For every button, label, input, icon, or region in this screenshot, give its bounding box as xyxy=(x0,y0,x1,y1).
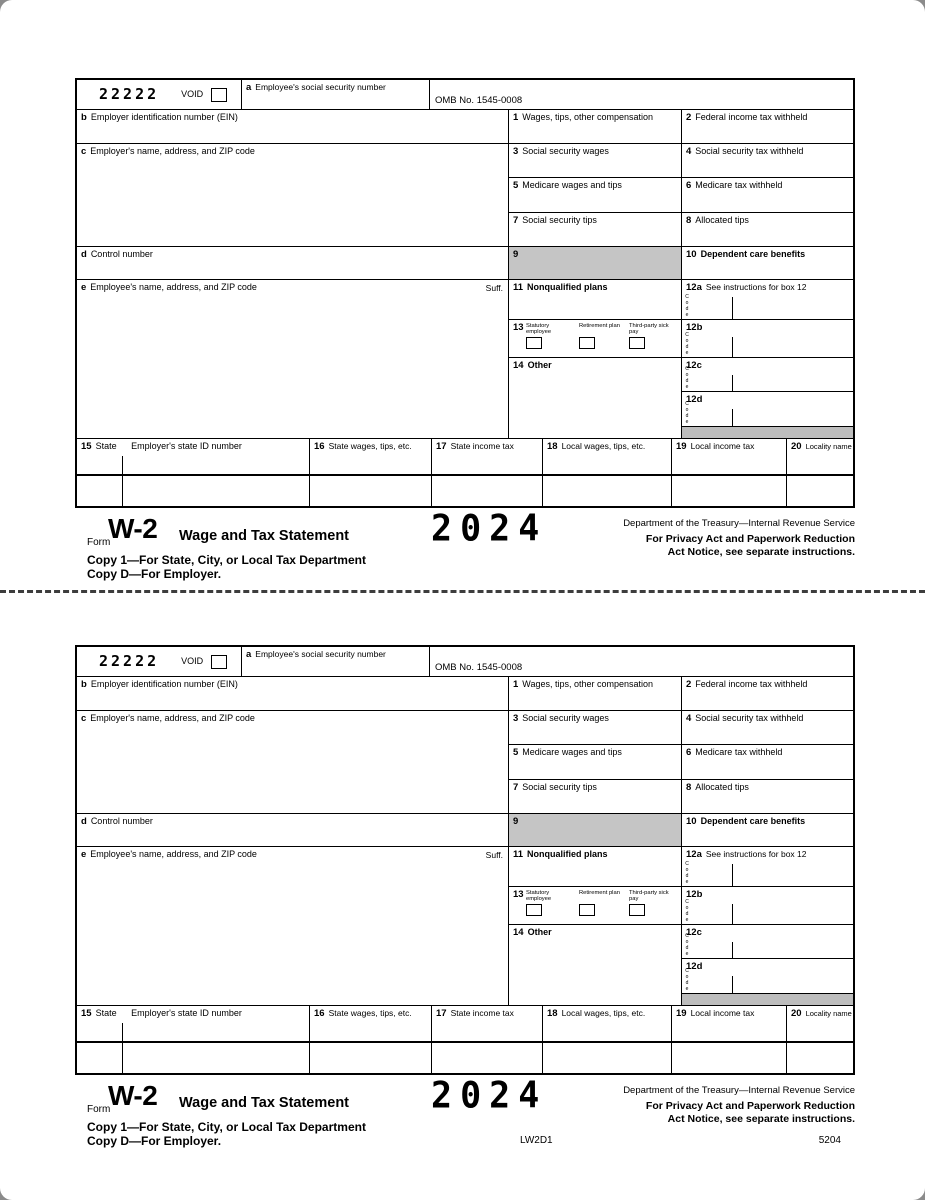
box-12b xyxy=(682,887,855,925)
box-6 xyxy=(682,745,855,780)
code-label-12a: Code xyxy=(684,294,690,318)
box-7 xyxy=(509,213,682,247)
box-8-number: 8 xyxy=(686,782,692,793)
box-13 xyxy=(509,887,682,925)
box-3-number: 3 xyxy=(513,146,519,157)
code-label-12b: Code xyxy=(684,332,690,356)
box-e-label: Employee's name, address, and ZIP code xyxy=(90,282,257,292)
irs-block xyxy=(623,518,855,559)
box-d-number: d xyxy=(81,816,87,827)
state-column-divider xyxy=(122,456,123,508)
box-b-number: b xyxy=(81,112,87,123)
employer-state-id-label: Employer's state ID number xyxy=(131,441,242,451)
box-19-label: Local income tax xyxy=(690,1008,755,1018)
code-label-12c: Code xyxy=(684,366,690,390)
code-label-12a: Code xyxy=(684,861,690,885)
box-12a-number: 12a xyxy=(686,282,702,293)
box-12b xyxy=(682,320,855,358)
box-12d xyxy=(682,392,855,427)
retirement-plan-group xyxy=(579,323,627,349)
box-11-number: 11 xyxy=(513,849,524,860)
box-7-number: 7 xyxy=(513,215,519,226)
form-word: Form xyxy=(87,537,111,548)
box-10-number: 10 xyxy=(686,816,697,827)
box-12b-number: 12b xyxy=(686,322,703,333)
box-a-label: Employee's social security number xyxy=(255,82,386,92)
code-divider-12c xyxy=(732,375,733,391)
state-row-divider xyxy=(77,474,854,476)
box-16-number: 16 xyxy=(314,441,325,452)
code-label-12d: Code xyxy=(684,401,690,425)
copy-d-line: Copy D—For Employer. xyxy=(87,1134,222,1148)
form-id: W-2 xyxy=(108,513,158,544)
statutory-employee-group xyxy=(526,890,574,916)
form-title: Wage and Tax Statement xyxy=(179,528,350,544)
third-party-sick-pay-label: Third-party sick pay xyxy=(629,323,669,335)
box-5 xyxy=(509,178,682,213)
print-code: LW2D1 xyxy=(520,1135,553,1146)
box-11 xyxy=(509,847,682,887)
box-3-number: 3 xyxy=(513,713,519,724)
box-3-label: Social security wages xyxy=(522,713,609,723)
box-5 xyxy=(509,745,682,780)
privacy-line-1: For Privacy Act and Paperwork Reduction xyxy=(645,1100,855,1112)
box-12a xyxy=(682,847,855,887)
box-17-label: State income tax xyxy=(450,441,514,451)
box-5-label: Medicare wages and tips xyxy=(522,180,622,190)
box-8 xyxy=(682,780,855,814)
box-1-label: Wages, tips, other compensation xyxy=(522,112,654,122)
omb-box xyxy=(430,647,855,677)
box-7-number: 7 xyxy=(513,782,519,793)
box-10-label: Dependent care benefits xyxy=(700,816,806,826)
box-4-label: Social security tax withheld xyxy=(695,146,804,156)
retirement-plan-label: Retirement plan xyxy=(579,323,620,329)
box-12a xyxy=(682,280,855,320)
shaded-strip xyxy=(682,994,855,1006)
box-1 xyxy=(509,110,682,144)
perforation-line xyxy=(0,590,925,593)
third-party-sick-pay-group xyxy=(629,890,677,916)
box-15-label: State xyxy=(95,1008,117,1018)
box-1 xyxy=(509,677,682,711)
box-15-number: 15 xyxy=(81,441,92,452)
omb-number: OMB No. 1545-0008 xyxy=(435,662,523,673)
box-12c xyxy=(682,358,855,392)
box-d-label: Control number xyxy=(90,816,153,826)
box-17-label: State income tax xyxy=(450,1008,514,1018)
control-code-box xyxy=(77,647,242,677)
third-party-sick-pay-checkbox xyxy=(629,904,645,916)
statutory-employee-label: Statutory employee xyxy=(526,323,552,335)
box-12a-label: See instructions for box 12 xyxy=(705,282,807,292)
box-17-number: 17 xyxy=(436,441,447,452)
form-id: W-2 xyxy=(108,1080,158,1111)
statutory-employee-group xyxy=(526,323,574,349)
box-5-number: 5 xyxy=(513,180,519,191)
third-party-sick-pay-checkbox xyxy=(629,337,645,349)
tax-year: 2024 xyxy=(431,1074,548,1117)
irs-block xyxy=(623,1085,855,1126)
box-6-label: Medicare tax withheld xyxy=(695,180,783,190)
third-party-sick-pay-group xyxy=(629,323,677,349)
box-11 xyxy=(509,280,682,320)
box-15-number: 15 xyxy=(81,1008,92,1019)
state-row-divider xyxy=(77,1041,854,1043)
void-label: VOID xyxy=(181,89,204,99)
box-14-label: Other xyxy=(527,360,552,370)
box-1-label: Wages, tips, other compensation xyxy=(522,679,654,689)
box-12c xyxy=(682,925,855,959)
box-12d-number: 12d xyxy=(686,394,703,405)
box-10 xyxy=(682,814,855,847)
statutory-employee-checkbox xyxy=(526,904,542,916)
box-a-number: a xyxy=(246,649,252,660)
box-3 xyxy=(509,711,682,745)
box-5-number: 5 xyxy=(513,747,519,758)
retirement-plan-checkbox xyxy=(579,904,595,916)
w2-form-copy-top xyxy=(75,78,855,583)
box-8-number: 8 xyxy=(686,215,692,226)
code-divider-12b xyxy=(732,337,733,357)
box-e-number: e xyxy=(81,849,87,860)
box-7-label: Social security tips xyxy=(522,782,597,792)
box-14 xyxy=(509,358,682,439)
box-b-label: Employer identification number (EIN) xyxy=(90,679,238,689)
state-column-divider xyxy=(122,1023,123,1075)
box-10 xyxy=(682,247,855,280)
box-6-label: Medicare tax withheld xyxy=(695,747,783,757)
privacy-line-1: For Privacy Act and Paperwork Reduction xyxy=(645,533,855,545)
control-code: 22222 xyxy=(99,652,160,670)
code-label-12c: Code xyxy=(684,933,690,957)
code-label-12d: Code xyxy=(684,968,690,992)
retirement-plan-group xyxy=(579,890,627,916)
form-title: Wage and Tax Statement xyxy=(179,1095,350,1111)
w2-grid xyxy=(75,78,855,508)
box-d xyxy=(77,814,509,847)
code-divider-12d xyxy=(732,409,733,426)
box-e-number: e xyxy=(81,282,87,293)
box-2-number: 2 xyxy=(686,679,692,690)
box-b-label: Employer identification number (EIN) xyxy=(90,112,238,122)
box-2 xyxy=(682,110,855,144)
box-5-label: Medicare wages and tips xyxy=(522,747,622,757)
box-d xyxy=(77,247,509,280)
box-10-label: Dependent care benefits xyxy=(700,249,806,259)
box-18-label: Local wages, tips, etc. xyxy=(561,1008,646,1018)
box-12d xyxy=(682,959,855,994)
box-c-number: c xyxy=(81,146,87,157)
box-15-label: State xyxy=(95,441,117,451)
box-b xyxy=(77,677,509,711)
box-9-number: 9 xyxy=(513,249,519,260)
box-c xyxy=(77,144,509,247)
box-18-number: 18 xyxy=(547,1008,558,1019)
void-checkbox xyxy=(211,88,227,102)
box-16-label: State wages, tips, etc. xyxy=(328,1008,412,1018)
control-code-box xyxy=(77,80,242,110)
box-d-number: d xyxy=(81,249,87,260)
box-4-number: 4 xyxy=(686,713,692,724)
box-14-number: 14 xyxy=(513,360,524,371)
void-label: VOID xyxy=(181,656,204,666)
box-e xyxy=(77,847,509,1006)
statutory-employee-checkbox xyxy=(526,337,542,349)
box-6-number: 6 xyxy=(686,747,692,758)
box-8-label: Allocated tips xyxy=(695,215,749,225)
box-18-number: 18 xyxy=(547,441,558,452)
box-16-label: State wages, tips, etc. xyxy=(328,441,412,451)
box-a xyxy=(242,647,430,677)
w2-form xyxy=(75,78,855,583)
box-3-label: Social security wages xyxy=(522,146,609,156)
code-label-12b: Code xyxy=(684,899,690,923)
box-8 xyxy=(682,213,855,247)
box-4 xyxy=(682,711,855,745)
third-party-sick-pay-label: Third-party sick pay xyxy=(629,890,669,902)
statutory-employee-label: Statutory employee xyxy=(526,890,552,902)
box-12d-number: 12d xyxy=(686,961,703,972)
box-6 xyxy=(682,178,855,213)
box-8-label: Allocated tips xyxy=(695,782,749,792)
box-1-number: 1 xyxy=(513,112,519,123)
suffix-label: Suff. xyxy=(485,283,503,293)
box-4 xyxy=(682,144,855,178)
form-word: Form xyxy=(87,1104,111,1115)
box-7 xyxy=(509,780,682,814)
box-13-number: 13 xyxy=(513,889,524,900)
box-14-number: 14 xyxy=(513,927,524,938)
box-2-label: Federal income tax withheld xyxy=(695,112,808,122)
code-divider-12b xyxy=(732,904,733,924)
box-c-number: c xyxy=(81,713,87,724)
w2-form-copy-bottom xyxy=(75,645,855,1150)
box-2 xyxy=(682,677,855,711)
box-12a-label: See instructions for box 12 xyxy=(705,849,807,859)
box-a xyxy=(242,80,430,110)
box-14-label: Other xyxy=(527,927,552,937)
box-b-number: b xyxy=(81,679,87,690)
omb-box xyxy=(430,80,855,110)
retirement-plan-checkbox xyxy=(579,337,595,349)
omb-number: OMB No. 1545-0008 xyxy=(435,95,523,106)
box-c-label: Employer's name, address, and ZIP code xyxy=(90,146,255,156)
code-divider-12a xyxy=(732,864,733,886)
tax-year: 2024 xyxy=(431,507,548,550)
box-b xyxy=(77,110,509,144)
box-18-label: Local wages, tips, etc. xyxy=(561,441,646,451)
box-2-label: Federal income tax withheld xyxy=(695,679,808,689)
box-20-number: 20 xyxy=(791,1008,802,1019)
shaded-strip xyxy=(682,427,855,439)
box-16-number: 16 xyxy=(314,1008,325,1019)
box-9 xyxy=(509,814,682,847)
box-20-label: Locality name xyxy=(805,442,852,451)
w2-form xyxy=(75,645,855,1150)
void-checkbox xyxy=(211,655,227,669)
control-code: 22222 xyxy=(99,85,160,103)
box-17-number: 17 xyxy=(436,1008,447,1019)
code-divider-12a xyxy=(732,297,733,319)
box-20-label: Locality name xyxy=(805,1009,852,1018)
copy-1-line: Copy 1—For State, City, or Local Tax Department xyxy=(87,553,366,567)
box-11-number: 11 xyxy=(513,282,524,293)
box-19-number: 19 xyxy=(676,1008,687,1019)
box-7-label: Social security tips xyxy=(522,215,597,225)
box-12c-number: 12c xyxy=(686,927,702,938)
box-13-number: 13 xyxy=(513,322,524,333)
box-d-label: Control number xyxy=(90,249,153,259)
box-4-number: 4 xyxy=(686,146,692,157)
product-number: 5204 xyxy=(818,1135,841,1146)
copy-d-line: Copy D—For Employer. xyxy=(87,567,222,581)
box-10-number: 10 xyxy=(686,249,697,260)
box-11-label: Nonqualified plans xyxy=(527,849,608,859)
code-divider-12d xyxy=(732,976,733,993)
w2-grid xyxy=(75,645,855,1075)
suffix-label: Suff. xyxy=(485,850,503,860)
box-19-label: Local income tax xyxy=(690,441,755,451)
box-c-label: Employer's name, address, and ZIP code xyxy=(90,713,255,723)
box-19-number: 19 xyxy=(676,441,687,452)
copy-1-line: Copy 1—For State, City, or Local Tax Department xyxy=(87,1120,366,1134)
box-c xyxy=(77,711,509,814)
treasury-line: Department of the Treasury—Internal Revenue Service xyxy=(623,518,855,529)
privacy-line-2: Act Notice, see separate instructions. xyxy=(667,546,855,558)
box-a-number: a xyxy=(246,82,252,93)
box-4-label: Social security tax withheld xyxy=(695,713,804,723)
code-divider-12c xyxy=(732,942,733,958)
box-e-label: Employee's name, address, and ZIP code xyxy=(90,849,257,859)
box-9 xyxy=(509,247,682,280)
box-e xyxy=(77,280,509,439)
box-9-number: 9 xyxy=(513,816,519,827)
box-6-number: 6 xyxy=(686,180,692,191)
box-12a-number: 12a xyxy=(686,849,702,860)
box-a-label: Employee's social security number xyxy=(255,649,386,659)
box-13 xyxy=(509,320,682,358)
box-2-number: 2 xyxy=(686,112,692,123)
privacy-line-2: Act Notice, see separate instructions. xyxy=(667,1113,855,1125)
treasury-line: Department of the Treasury—Internal Revenue Service xyxy=(623,1085,855,1096)
box-20-number: 20 xyxy=(791,441,802,452)
box-14 xyxy=(509,925,682,1006)
box-11-label: Nonqualified plans xyxy=(527,282,608,292)
box-1-number: 1 xyxy=(513,679,519,690)
box-12b-number: 12b xyxy=(686,889,703,900)
box-12c-number: 12c xyxy=(686,360,702,371)
box-3 xyxy=(509,144,682,178)
employer-state-id-label: Employer's state ID number xyxy=(131,1008,242,1018)
retirement-plan-label: Retirement plan xyxy=(579,890,620,896)
